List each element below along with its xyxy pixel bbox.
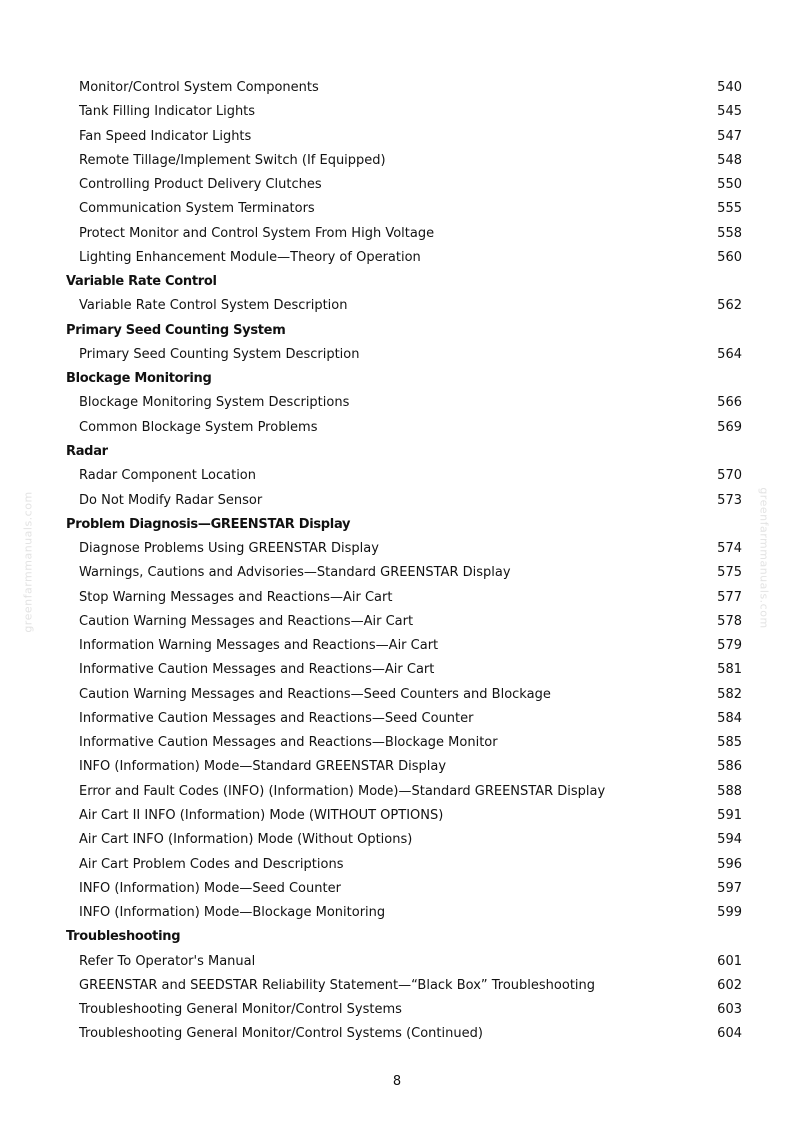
entry-page-number: 574 (717, 541, 742, 557)
entry-title: Troubleshooting General Monitor/Control Systems (Continued) (79, 1026, 483, 1042)
entry-title: Informative Caution Messages and Reactions—Blockage Monitor (79, 735, 498, 751)
entry-page-number: 555 (717, 201, 742, 217)
entry-title: Warnings, Cautions and Advisories—Standard GREENSTAR Display (79, 565, 511, 581)
toc-entry[interactable] (66, 343, 742, 367)
entry-title: GREENSTAR and SEEDSTAR Reliability Statement—“Black Box” Troubleshooting (79, 977, 596, 993)
entry-page-number: 579 (717, 638, 742, 654)
toc-entry[interactable] (66, 537, 742, 561)
entry-page-number: 562 (717, 298, 742, 314)
entry-title: Stop Warning Messages and Reactions—Air Cart (79, 589, 393, 605)
entry-title: Air Cart II INFO (Information) Mode (WITHOUT OPTIONS) (79, 807, 444, 823)
toc-section-heading (66, 367, 742, 391)
toc-entry[interactable] (66, 828, 742, 852)
entry-title: Refer To Operator's Manual (79, 953, 256, 969)
section-title: Troubleshooting (66, 929, 181, 945)
entry-title: Radar Component Location (79, 468, 256, 484)
entry-page-number: 573 (717, 492, 742, 508)
toc-entry[interactable] (66, 634, 742, 658)
entry-page-number: 602 (717, 977, 742, 993)
entry-title: Lighting Enhancement Module—Theory of Operation (79, 249, 421, 265)
toc-entry[interactable] (66, 197, 742, 221)
entry-page-number: 604 (717, 1026, 742, 1042)
entry-title: Controlling Product Delivery Clutches (79, 177, 322, 193)
entry-page-number: 577 (717, 589, 742, 605)
entry-page-number: 585 (717, 735, 742, 751)
entry-title: Primary Seed Counting System Description (79, 346, 360, 362)
entry-page-number: 547 (717, 128, 742, 144)
section-title: Radar (66, 443, 108, 459)
toc-entry[interactable] (66, 100, 742, 124)
toc-entry[interactable] (66, 901, 742, 925)
toc-entry[interactable] (66, 998, 742, 1022)
toc-entry[interactable] (66, 464, 742, 488)
table-of-contents (66, 76, 742, 1047)
entry-title: INFO (Information) Mode—Blockage Monitoring (79, 905, 386, 921)
entry-title: Troubleshooting General Monitor/Control Systems (79, 1002, 402, 1018)
watermark-left: greenfarmmanuals.com (21, 491, 35, 633)
entry-title: Tank Filling Indicator Lights (79, 104, 256, 120)
section-title: Primary Seed Counting System (66, 322, 286, 338)
entry-title: Air Cart Problem Codes and Descriptions (79, 856, 344, 872)
toc-entry[interactable] (66, 780, 742, 804)
toc-entry[interactable] (66, 173, 742, 197)
toc-section-heading (66, 270, 742, 294)
entry-title: Caution Warning Messages and Reactions—Air Cart (79, 613, 414, 629)
section-title: Problem Diagnosis—GREENSTAR Display (66, 516, 351, 532)
entry-page-number: 599 (717, 905, 742, 921)
entry-title: Informative Caution Messages and Reactions—Seed Counter (79, 710, 474, 726)
entry-page-number: 569 (717, 419, 742, 435)
toc-entry[interactable] (66, 149, 742, 173)
entry-page-number: 548 (717, 152, 742, 168)
toc-entry[interactable] (66, 294, 742, 318)
entry-page-number: 582 (717, 686, 742, 702)
entry-page-number: 570 (717, 468, 742, 484)
toc-entry[interactable] (66, 683, 742, 707)
toc-entry[interactable] (66, 610, 742, 634)
entry-page-number: 564 (717, 346, 742, 362)
entry-page-number: 603 (717, 1002, 742, 1018)
toc-entry[interactable] (66, 76, 742, 100)
toc-entry[interactable] (66, 950, 742, 974)
entry-title: Information Warning Messages and Reactions—Air Cart (79, 638, 439, 654)
toc-entry[interactable] (66, 658, 742, 682)
toc-entry[interactable] (66, 974, 742, 998)
entry-title: INFO (Information) Mode—Seed Counter (79, 880, 341, 896)
section-title: Variable Rate Control (66, 274, 217, 290)
toc-entry[interactable] (66, 416, 742, 440)
toc-entry[interactable] (66, 804, 742, 828)
entry-page-number: 594 (717, 832, 742, 848)
entry-title: Communication System Terminators (79, 201, 315, 217)
entry-page-number: 596 (717, 856, 742, 872)
entry-page-number: 578 (717, 613, 742, 629)
entry-title: Variable Rate Control System Description (79, 298, 348, 314)
toc-entry[interactable] (66, 391, 742, 415)
entry-page-number: 540 (717, 80, 742, 95)
toc-entry[interactable] (66, 246, 742, 270)
toc-entry[interactable] (66, 1022, 742, 1046)
entry-page-number: 584 (717, 710, 742, 726)
toc-entry[interactable] (66, 853, 742, 877)
toc-entry[interactable] (66, 731, 742, 755)
toc-section-heading (66, 925, 742, 949)
toc-entry[interactable] (66, 755, 742, 779)
entry-title: Air Cart INFO (Information) Mode (Without Options) (79, 832, 413, 848)
entry-page-number: 560 (717, 249, 742, 265)
entry-page-number: 591 (717, 807, 742, 823)
toc-section-heading (66, 440, 742, 464)
entry-title: Informative Caution Messages and Reactions—Air Cart (79, 662, 435, 678)
toc-entry[interactable] (66, 561, 742, 585)
section-title: Blockage Monitoring (66, 371, 212, 387)
entry-title: Monitor/Control System Components (79, 80, 319, 95)
entry-page-number: 586 (717, 759, 742, 775)
entry-title: Fan Speed Indicator Lights (79, 128, 252, 144)
toc-entry[interactable] (66, 125, 742, 149)
entry-page-number: 588 (717, 783, 742, 799)
entry-title: INFO (Information) Mode—Standard GREENSTAR Display (79, 759, 447, 775)
entry-page-number: 581 (717, 662, 742, 678)
toc-section-heading (66, 319, 742, 343)
entry-title: Common Blockage System Problems (79, 419, 318, 435)
entry-title: Caution Warning Messages and Reactions—Seed Counters and Blockage (79, 686, 551, 702)
watermark-right: greenfarmmanuals.com (757, 487, 771, 629)
entry-title: Error and Fault Codes (INFO) (Information) Mode)—Standard GREENSTAR Display (79, 783, 606, 799)
entry-page-number: 566 (717, 395, 742, 411)
entry-title: Blockage Monitoring System Descriptions (79, 395, 350, 411)
entry-page-number: 550 (717, 177, 742, 193)
entry-page-number: 545 (717, 104, 742, 120)
toc-entry[interactable] (66, 586, 742, 610)
toc-entry[interactable] (66, 877, 742, 901)
entry-title: Diagnose Problems Using GREENSTAR Display (79, 541, 379, 557)
toc-section-heading (66, 513, 742, 537)
toc-entry[interactable] (66, 222, 742, 246)
entry-page-number: 558 (717, 225, 742, 241)
entry-title: Do Not Modify Radar Sensor (79, 492, 263, 508)
toc-entry[interactable] (66, 707, 742, 731)
page-number: 8 (392, 1074, 402, 1089)
entry-title: Protect Monitor and Control System From High Voltage (79, 225, 435, 241)
entry-page-number: 597 (717, 880, 742, 896)
entry-title: Remote Tillage/Implement Switch (If Equipped) (79, 152, 386, 168)
toc-entry[interactable] (66, 489, 742, 513)
entry-page-number: 601 (717, 953, 742, 969)
entry-page-number: 575 (717, 565, 742, 581)
